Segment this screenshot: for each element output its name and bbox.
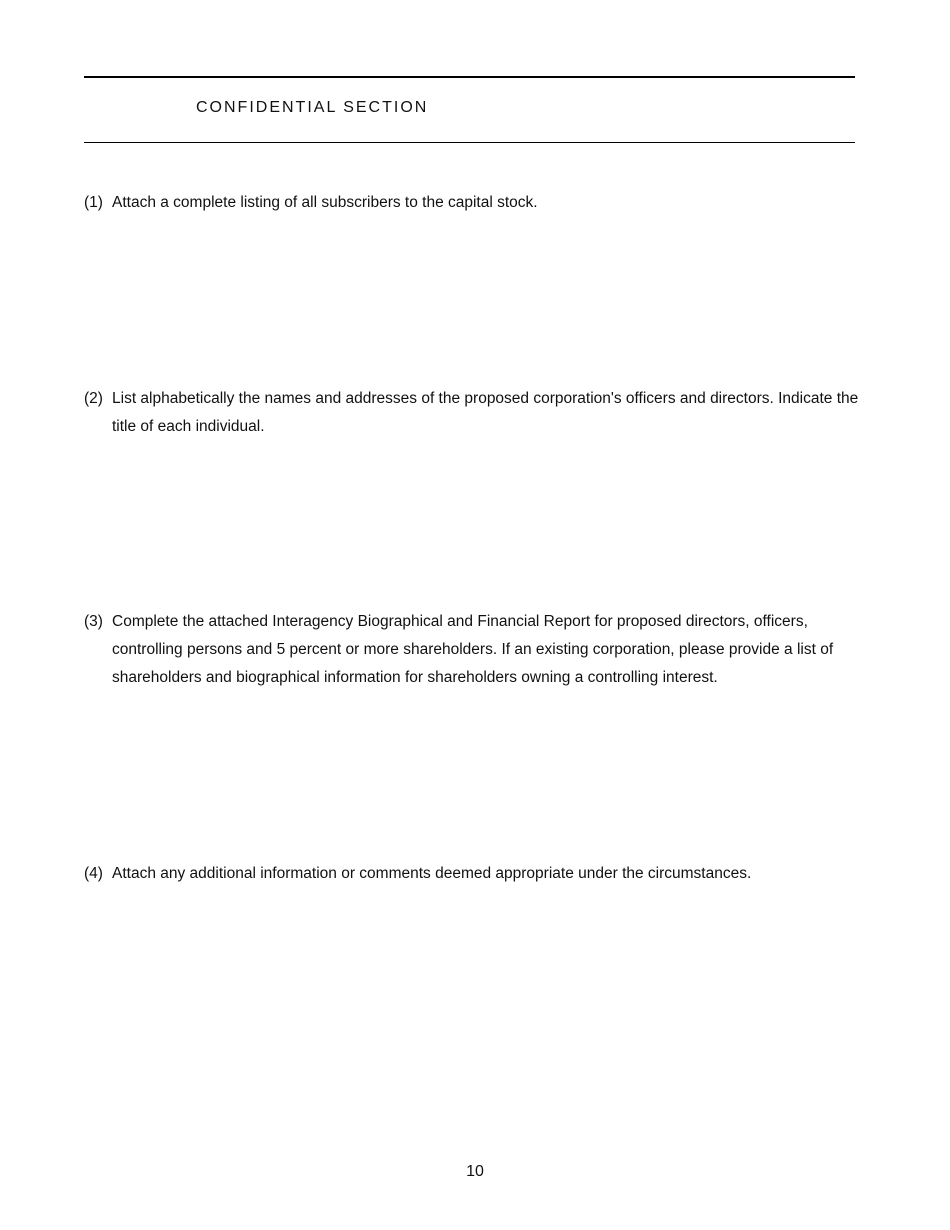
item-text: Complete the attached Interagency Biographical and Financial Report for proposed directors, officers, controlling persons and 5 percent or more shareholders. If an existing corporation, please provide a list of shareholders and biographical information for shareholders owning a controlling interest. xyxy=(112,613,834,686)
header-bottom-rule xyxy=(84,142,855,143)
list-item-4 xyxy=(84,860,868,888)
list-item-1 xyxy=(84,189,868,217)
list-item-2 xyxy=(84,385,868,441)
item-text: Attach any additional information or comments deemed appropriate under the circumstances. xyxy=(112,865,752,882)
item-text: List alphabetically the names and addresses of the proposed corporation's officers and directors. Indicate the title of each individual. xyxy=(112,390,859,435)
header-top-rule xyxy=(84,76,855,78)
item-number: (2) xyxy=(84,390,103,407)
list-item-3 xyxy=(84,608,868,692)
section-title: CONFIDENTIAL SECTION xyxy=(196,99,429,116)
item-text: Attach a complete listing of all subscribers to the capital stock. xyxy=(112,194,538,211)
item-number: (1) xyxy=(84,194,103,211)
item-number: (3) xyxy=(84,613,103,630)
item-number: (4) xyxy=(84,865,103,882)
page-number: 10 xyxy=(466,1163,484,1180)
